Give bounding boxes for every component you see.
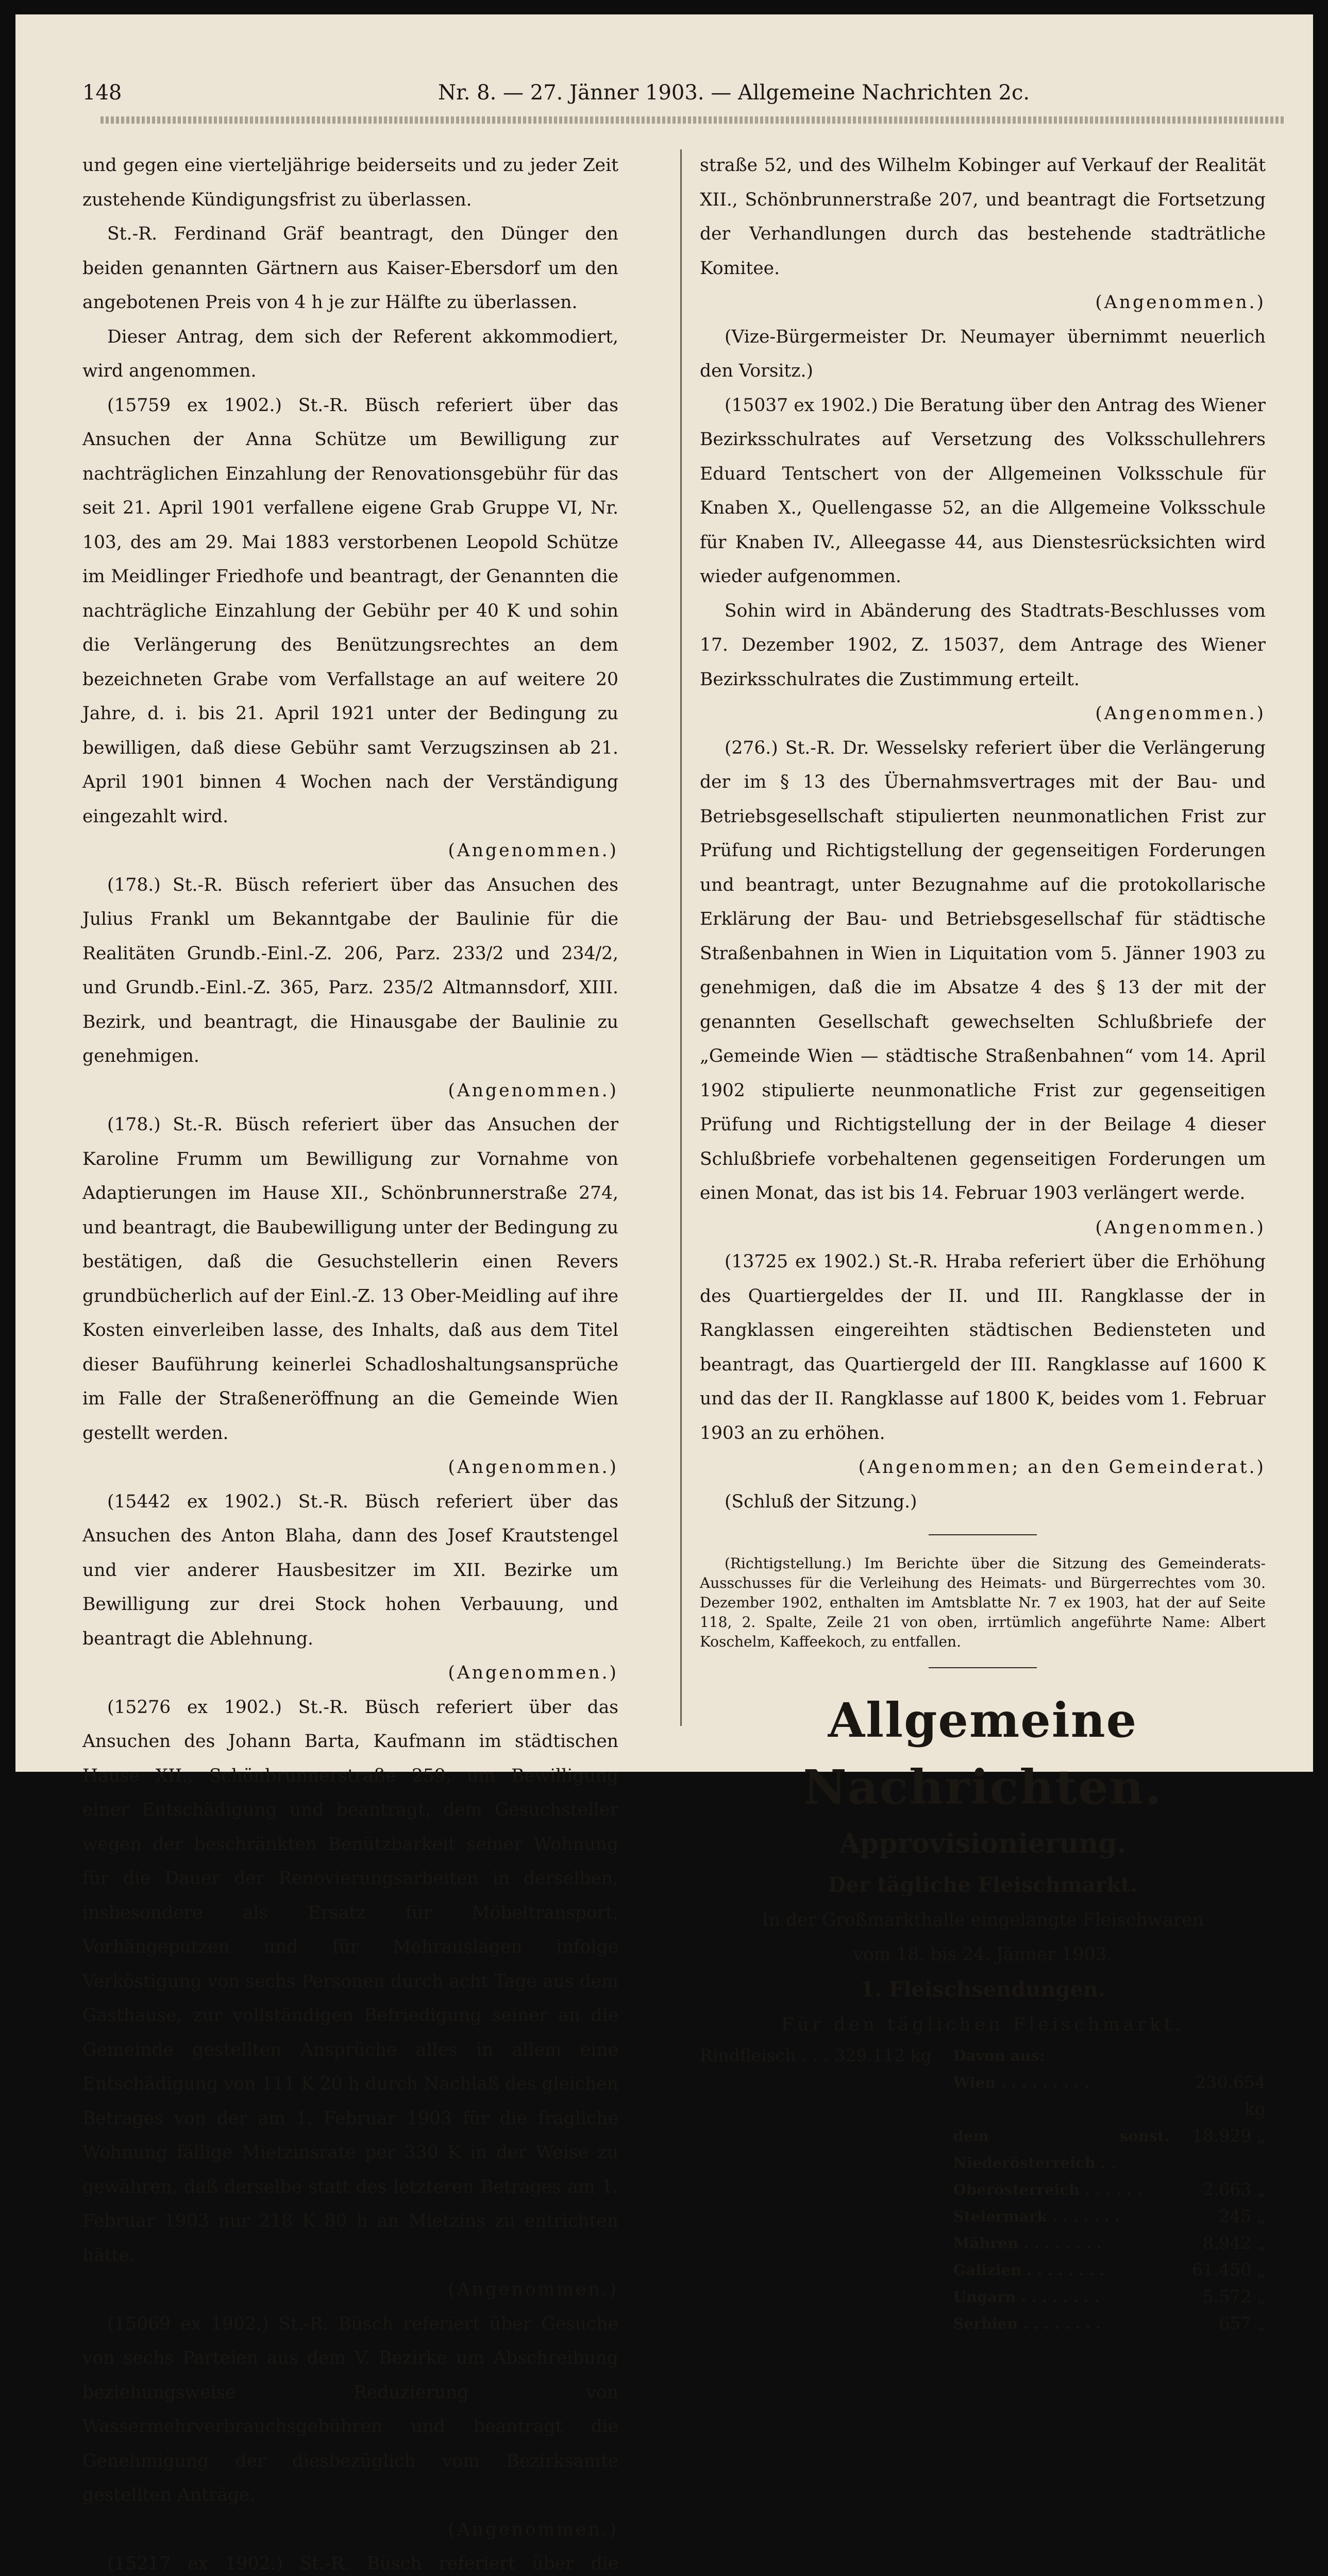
section-subsubtitle: Der tägliche Fleischmarkt. — [828, 1873, 1138, 1897]
paragraph-text: (15442 ex 1902.) St.-R. Büsch referiert über das Ansuchen des Anton Blaha, dann des Josef Krautstengel und vier anderer Hausbesitzer im XII. Bezirke um Bewilligung zur drei Stock hohen Verbauung, und beantragt die Ablehnung. — [82, 1491, 618, 1649]
paragraph — [700, 1245, 1266, 1485]
paragraph-text: (15759 ex 1902.) St.-R. Büsch referiert über das Ansuchen der Anna Schütze um Bewilligung zur nachträglichen Einzahlung der Renovationsgebühr für das seit 21. April 1901 verfallene eigene Grab Gruppe VI, Nr. 103, des am 29. Mai 1883 verstorbenen Leopold Schütze im Meidlinger Friedhofe und beantragt, der Genannten die nachträgliche Einzahlung der Gebühr per 40 K und sohin die Verlängerung des Benützungsrechtes an dem bezeichneten Grabe vom Verfallstage an auf weitere 20 Jahre, d. i. bis 21. April 1921 unter der Bedingung zu bewilligen, daß diese Gebühr samt Verzugszinsen ab 21. April 1901 binnen 4 Wochen nach der Verständigung eingezahlt wird. — [82, 395, 618, 827]
paragraph — [82, 2307, 618, 2547]
paragraph: und gegen eine vierteljährige beiderseits und zu jeder Zeit zustehende Kündigungsfrist zu überlassen. — [82, 155, 618, 210]
row-dots: . . . . . . . . — [1023, 2314, 1101, 2332]
paragraph — [700, 731, 1266, 1245]
paragraph-text: (15069 ex 1902.) St.-R. Büsch referiert über Gesuche von sechs Parteien aus dem V. Bezirke um Abschreibung beziehungsweise Reduzierung von Wassermehrverbrauchsgebühren und beantragt die Genehmigung der diesbezüglich vom Bezirksamte gestellten Anträge. — [82, 2313, 618, 2505]
paragraph-text: (276.) St.-R. Dr. Wesselsky referiert über die Verlängerung der im § 13 des Übernahmsvertrages mit der Bau- und Betriebsgesellschaft stipulierten neunmonatlichen Frist zur Prüfung und Richtigstellung der gegenseitigen Forderungen und beantragt, unter Bezugnahme auf die protokollarische Erklärung der Bau- und Betriebsgesellschaf für städtische Straßenbahnen in Wien in Liquitation vom 5. Jänner 1903 zu genehmigen, daß die im Absatze 4 des § 13 der mit der genannten Gesellschaft gewechselten Schlußbriefe der „Gemeinde Wien — städtische Straßenbahnen“ vom 14. April 1902 stipulierte neunmonatliche Frist zur gegenseitigen Prüfung und Richtigstellung der in der Beilage 4 dieser Schlußbriefe vorbehaltenen gegenseitigen Forderungen um einen Monat, das ist bis 14. Februar 1903 verlängert werde. — [700, 737, 1266, 1204]
column-divider — [680, 149, 682, 1726]
paragraph: St.-R. Ferdinand Gräf beantragt, den Dünger den beiden genannten Gärtnern aus Kaiser-Ebersdorf um den angebotenen Preis von 4 h je zur Hälfte zu überlassen. — [82, 224, 618, 313]
row-dots: . . . . . . . . — [1021, 2287, 1099, 2306]
amount: 18.929 „ — [1191, 2125, 1266, 2146]
table-row — [700, 2042, 1266, 2069]
table-row — [700, 2283, 1266, 2310]
amount: 61.450 „ — [1191, 2259, 1266, 2280]
table-row — [700, 2123, 1266, 2176]
row-dots: . . . . . . . — [1052, 2207, 1120, 2225]
row-dots: . . . . . . — [1085, 2180, 1142, 2198]
product-amount: 329.112 kg — [834, 2045, 932, 2065]
paragraph: (Schluß der Sitzung.) — [725, 1491, 917, 1512]
paragraph-text: straße 52, und des Wilhelm Kobinger auf Verkauf der Realität XII., Schönbrunnerstraße 207, und beantragt die Fortsetzung der Verhandlungen durch das bestehende stadträtliche Komitee. — [700, 155, 1266, 279]
paragraph-text: (15276 ex 1902.) St.-R. Büsch referiert über das Ansuchen des Johann Barta, Kaufmann im städtischen Hause XII., Schönbrunnerstraße 259, um Bewilligung einer Entschädigung und beantragt, dem Gesuchsteller wegen der beschränkten Benützbarkeit seiner Wohnung für die Dauer der Renovierungsarbeiten in derselben, insbesondere als Ersatz für Möbeltransport, Vorhängeputzen und für Mehrauslagen infolge Verköstigung von sechs Personen durch acht Tage aus dem Gasthause, zur vollständigen Befriedigung seiner an die Gemeinde gestellten Ansprüche alles in allem eine Entschädigung von 111 K 20 h durch Nachlaß des gleichen Betrages von der am 1. Februar 1903 für die fragliche Wohnung fällige Mietzinsrate per 330 K in der Weise zu gewähren, daß derselbe statt des letzteren Betrages am 1. Februar 1903 nur 218 K 80 h an Mietzins zu entrichten hätte. — [82, 1697, 618, 2266]
paragraph-text: (13725 ex 1902.) St.-R. Hraba referiert über die Erhöhung des Quartiergeldes der II. und III. Rangklasse der in Rangklassen eingereihten städtischen Bediensteten und beantragt, das Quartiergeld der III. Rangklasse auf 1600 K und das der II. Rangklasse auf 1800 K, beides vom 1. Februar 1903 an zu erhöhen. — [700, 1251, 1266, 1444]
paragraph — [700, 148, 1266, 320]
section-rule — [929, 1534, 1037, 1535]
table-row — [700, 2257, 1266, 2283]
paragraph-text: (178.) St.-R. Büsch referiert über das Ansuchen des Julius Frankl um Bekanntgabe der Baulinie für die Realitäten Grundb.-Einl.-Z. 206, Parz. 233/2 und 234/2, und Grundb.-Einl.-Z. 365, Parz. 235/2 Altmannsdorf, XIII. Bezirk, und beantragt, die Hinausgabe der Baulinie zu genehmigen. — [82, 874, 618, 1066]
paragraph-text: Sohin wird in Abänderung des Stadtrats-Beschlusses vom 17. Dezember 1902, Z. 15037, dem Antrage des Wiener Bezirksschulrates die Zustimmung erteilt. — [700, 600, 1266, 690]
row-dots: . . . . . . . . . — [1001, 2073, 1089, 2091]
amount: 245 „ — [1219, 2206, 1266, 2226]
paragraph: Dieser Antrag, dem sich der Referent akkommodiert, wird angenommen. — [82, 326, 618, 381]
amount: 2.663 „ — [1202, 2179, 1266, 2199]
table-row — [700, 2230, 1266, 2257]
market-heading: Für den täglichen Fleischmarkt. — [781, 2014, 1184, 2035]
origin: Oberösterreich — [953, 2180, 1080, 2198]
page-header — [82, 76, 1283, 109]
decision-note: (Angenommen.) — [448, 2519, 618, 2540]
section-rule — [929, 1667, 1037, 1668]
decision-note: (Angenommen.) — [1095, 1217, 1266, 1238]
paragraph — [82, 1108, 618, 1485]
paragraph — [82, 1485, 618, 1690]
table-row — [700, 2310, 1266, 2337]
row-dots: . . . . . . . . — [1023, 2234, 1102, 2252]
decision-note: (Angenommen.) — [448, 840, 618, 861]
decision-note: (Angenommen.) — [1095, 703, 1266, 724]
decision-note: (Angenommen.) — [448, 1457, 618, 1478]
newspaper-page — [15, 14, 1313, 2574]
amount: 657 „ — [1219, 2313, 1266, 2333]
paragraph — [82, 868, 618, 1108]
paragraph: (Vize-Bürgermeister Dr. Neumayer übernimmt neuerlich den Vorsitz.) — [700, 326, 1266, 381]
origin: Ungarn — [953, 2287, 1016, 2306]
origin: Galizien — [953, 2261, 1022, 2279]
numbered-heading: 1. Fleischsendungen. — [860, 1977, 1105, 2002]
paragraph — [82, 388, 618, 868]
section-subtitle: Approvisionierung. — [839, 1828, 1127, 1859]
decision-note: (Angenommen.) — [448, 2279, 618, 2300]
product-dots: . . . — [801, 2045, 829, 2065]
breakdown-label: Davon aus: — [953, 2046, 1045, 2064]
paragraph: (15037 ex 1902.) Die Beratung über den Antrag des Wiener Bezirksschulrates auf Versetzung des Volksschullehrers Eduard Tentschert von der Allgemeinen Volksschule für Knaben X., Quellengasse 52, an die Allgemeine Volksschule für Knaben IV., Alleegasse 44, aus Dienstesrücksichten wird wieder aufgenommen. — [700, 395, 1266, 587]
origin: dem sonst. Niederösterreich — [953, 2127, 1170, 2172]
section-title: Allgemeine Nachrichten. — [803, 1692, 1163, 1815]
table-row — [700, 2203, 1266, 2230]
left-column — [82, 148, 618, 2576]
table-row — [700, 2176, 1266, 2203]
header-rule — [100, 116, 1286, 124]
origin: Serbien — [953, 2314, 1018, 2332]
decision-note: (Angenommen.) — [448, 1663, 618, 1683]
decision-note: (Angenommen; an den Gemeinderat.) — [858, 1457, 1266, 1478]
correction-notice: (Richtigstellung.) Im Berichte über die Sitzung des Gemeinderats-Ausschusses für die Verleihung des Heimats- und Bürgerrechtes vom 30. Dezember 1902, enthalten im Amtsblatte Nr. 7 ex 1903, hat der auf Seite 118, 2. Spalte, Zeile 21 von oben, irrtümlich angeführte Name: Albert Koschelm, Kaffeekoch, zu entfallen. — [700, 1555, 1266, 1650]
paragraph: (15217 ex 1902.) St.-R. Büsch referiert über die — [107, 2553, 618, 2574]
meat-table — [700, 2042, 1266, 2337]
decision-note: (Angenommen.) — [448, 1080, 618, 1101]
row-dots: . . — [1100, 2154, 1117, 2172]
table-row — [700, 2069, 1266, 2123]
paragraph-text: (178.) St.-R. Büsch referiert über das Ansuchen der Karoline Frumm um Bewilligung zur Vornahme von Adaptierungen im Hause XII., Schönbrunnerstraße 274, und beantragt, die Baubewilligung unter der Bedingung zu bestätigen, daß die Gesuchstellerin einen Revers grundbücherlich auf der Einl.-Z. 13 Ober-Meidling auf ihre Kosten einverleiben lasse, des Inhalts, daß aus dem Titel dieser Bauführung keinerlei Schadloshaltungsansprüche im Falle der Straßeneröffnung an die Gemeinde Wien gestellt werden. — [82, 1114, 618, 1444]
running-title: Nr. 8. — 27. Jänner 1903. — Allgemeine Nachrichten 2c. — [438, 81, 1030, 105]
decision-note: (Angenommen.) — [1095, 292, 1266, 313]
origin: Mähren — [953, 2234, 1019, 2252]
amount: 5.572 „ — [1202, 2286, 1266, 2307]
intro-line: In der Großmarkthalle eingelangte Fleischwaren — [762, 1910, 1204, 1930]
page-number: 148 — [82, 81, 122, 105]
origin: Steiermark — [953, 2207, 1047, 2225]
product-name: Rindfleisch — [700, 2045, 796, 2065]
amount: 8.942 „ — [1202, 2232, 1266, 2253]
paragraph — [82, 1690, 618, 2307]
right-column — [700, 148, 1266, 2337]
paragraph — [700, 594, 1266, 731]
amount: 230.654 kg — [1195, 2072, 1266, 2119]
row-dots: . . . . . . . . — [1027, 2261, 1105, 2279]
intro-date: vom 18. bis 24. Jänner 1903. — [853, 1944, 1113, 1965]
origin: Wien — [953, 2073, 996, 2091]
